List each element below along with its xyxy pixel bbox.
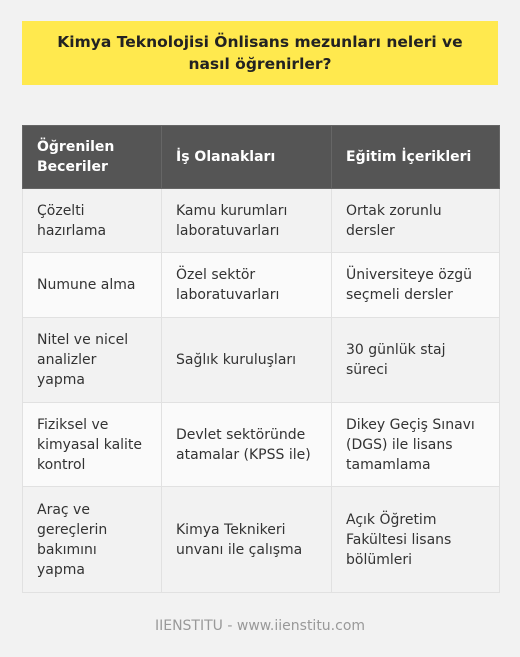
footer-credit: IIENSTITU - www.iienstitu.com bbox=[154, 618, 366, 634]
table-cell: Nitel ve nicel analizler yapma bbox=[23, 318, 162, 403]
column-header-jobs: İş Olanakları bbox=[162, 126, 332, 189]
table-cell: Numune alma bbox=[23, 253, 162, 318]
table-row bbox=[23, 403, 500, 487]
table-cell: Açık Öğretim Fakültesi lisans bölümleri bbox=[332, 487, 500, 593]
title-banner bbox=[22, 21, 498, 85]
table-cell: 30 günlük staj süreci bbox=[332, 318, 500, 403]
table-cell: Üniversiteye özgü seçmeli dersler bbox=[332, 253, 500, 318]
table-header-row bbox=[23, 126, 500, 189]
table-cell: Kimya Teknikeri unvanı ile çalışma bbox=[162, 487, 332, 593]
table-cell: Araç ve gereçlerin bakımını yapma bbox=[23, 487, 162, 593]
column-header-skills: Öğrenilen Beceriler bbox=[23, 126, 162, 189]
table-cell: Ortak zorunlu dersler bbox=[332, 189, 500, 253]
table-row bbox=[23, 253, 500, 318]
table-cell: Sağlık kuruluşları bbox=[162, 318, 332, 403]
info-table bbox=[22, 125, 500, 593]
column-header-education: Eğitim İçerikleri bbox=[332, 126, 500, 189]
table-cell: Fiziksel ve kimyasal kalite kontrol bbox=[23, 403, 162, 487]
table-cell: Kamu kurumları laboratuvarları bbox=[162, 189, 332, 253]
table-row bbox=[23, 487, 500, 593]
page-title: Kimya Teknolojisi Önlisans mezunları neleri ve nasıl öğrenirler? bbox=[57, 33, 463, 73]
table-cell: Çözelti hazırlama bbox=[23, 189, 162, 253]
table-cell: Özel sektör laboratuvarları bbox=[162, 253, 332, 318]
table-cell: Devlet sektöründe atamalar (KPSS ile) bbox=[162, 403, 332, 487]
table-row bbox=[23, 318, 500, 403]
table-row bbox=[23, 189, 500, 253]
table-cell: Dikey Geçiş Sınavı (DGS) ile lisans tamamlama bbox=[332, 403, 500, 487]
